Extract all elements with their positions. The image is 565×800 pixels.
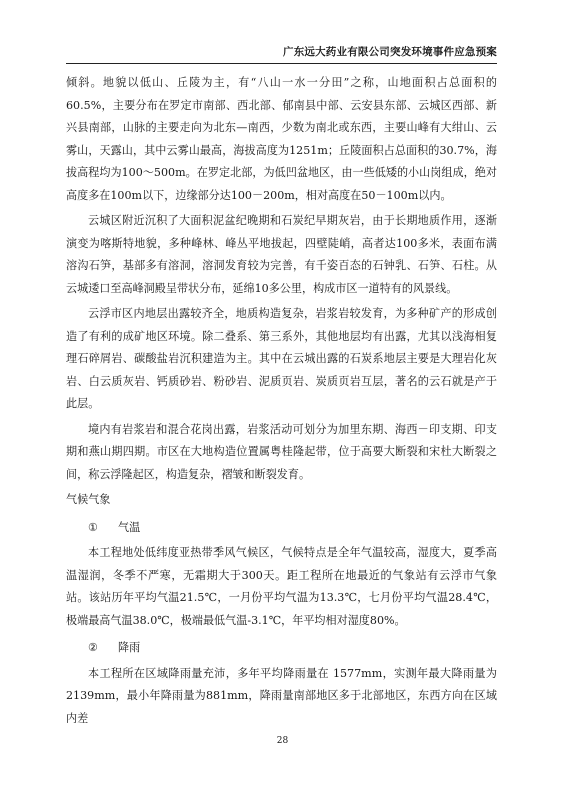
subsection-title: 降雨 [118, 641, 141, 654]
subsection-temperature [66, 517, 497, 540]
subsection-rainfall [66, 637, 497, 660]
paragraph-temperature: 本工程地处低纬度亚热带季风气候区，气候特点是全年气温较高，湿度大，夏季高温湿润，冬季不严寒，无霜期大于300天。距工程所在地最近的气象站有云浮市气象站。该站历年平均气温21.5℃，一月份平均气温为13.3℃，七月份平均气温28.4℃，极端最高气温38.0℃，极端最低气温-3.1℃，年平均相对湿度80%。 [66, 546, 497, 627]
document-header: 广东远大药业有限公司突发环境事件应急预案 [283, 46, 497, 58]
subsection-number: ② [88, 641, 98, 654]
paragraph-landform: 倾斜。地貌以低山、丘陵为主，有“八山一水一分田”之称，山地面积占总面积的60.5%，主要分布在罗定市南部、西北部、郁南县中部、云安县东部、云城区西部、新兴县南部，山脉的主要走向为北东—南西，少数为南北或东西，主要山峰有大绀山、云雾山，天露山，其中云雾山最高，海拔高度为1251m；丘陵面积占总面积的30.7%，海拔高程均为100～500m。在罗定北部，为低凹盆地区，由一些低矮的小山岗组成，绝对高度多在100m以下，边缘部分达100－200m，相对高度在50－100m以内。 [66, 76, 497, 202]
page-number: 28 [276, 736, 289, 746]
paragraph-strata: 云浮市区内地层出露较齐全，地质构造复杂，岩浆岩较发育，为多种矿产的形成创造了有利的成矿地区环境。除二叠系、第三系外，其他地层均有出露，尤其以浅海相复理石碎屑岩、碳酸盐岩沉积建造为主。其中在云城出露的石炭系地层主要是大理岩化灰岩、白云质灰岩、钙质砂岩、粉砂岩、泥质页岩、炭质页岩互层，著名的云石就是产于此层。 [66, 307, 497, 410]
header-divider [66, 63, 497, 64]
subsection-number: ① [88, 520, 98, 534]
section-title-climate: 气候气象 [66, 493, 111, 506]
paragraph-magmatic: 境内有岩浆岩和混合花岗出露，岩浆活动可划分为加里东期、海西－印支期、印支期和燕山期四期。市区在大地构造位置属粤桂隆起带，位于高要大断裂和宋杜大断裂之间，称云浮隆起区，构造复杂，褶皱和断裂发育。 [66, 422, 497, 481]
paragraph-rainfall: 本工程所在区域降雨量充沛，多年平均降雨量在 1577mm，实测年最大降雨量为2139mm，最小年降雨量为881mm，降雨量南部地区多于北部地区，东西方向在区域内差 [66, 666, 497, 725]
subsection-title: 气温 [118, 520, 141, 534]
paragraph-karst: 云城区附近沉积了大面积泥盆纪晚期和石炭纪早期灰岩，由于长期地质作用，逐渐演变为喀斯特地貌，多种峰林、峰丛平地拔起，四壁陡峭，高者达100多米，表面布满溶沟石笋，基部多有溶洞，溶洞发育较为完善，有千姿百态的石钟乳、石笋、石柱。从云城逶口至高峰洞殿呈带状分布，延绵10多公里，构成市区一道特有的风景线。 [66, 214, 497, 295]
document-body [66, 72, 497, 730]
